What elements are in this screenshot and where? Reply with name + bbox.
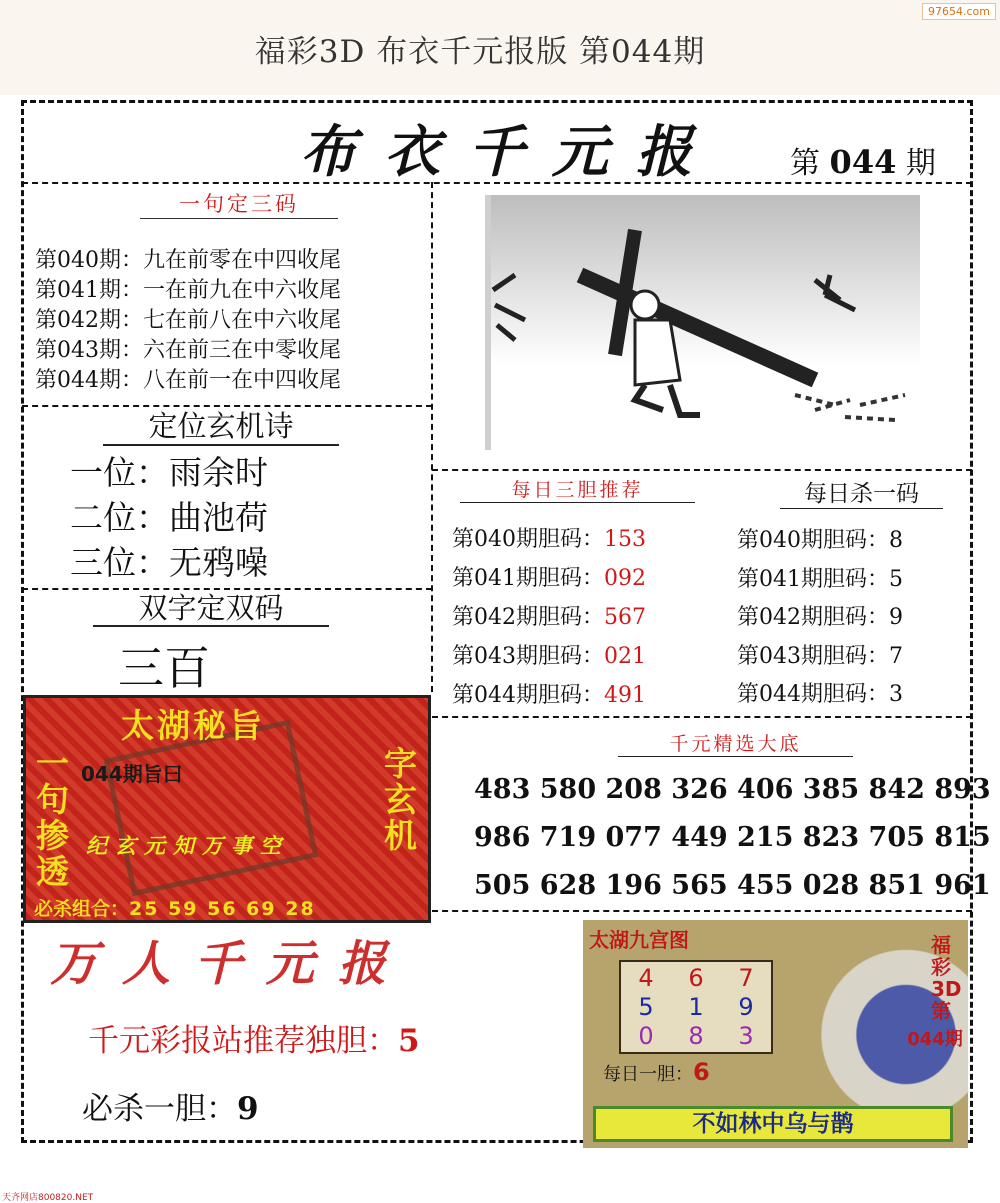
shuangzi-value: 三百 [118,641,210,695]
list-item: 第044期：八在前一在中四收尾 [35,368,341,393]
kill-list [737,522,903,715]
divider [22,182,972,184]
poem-line: 三位：无鸦噪 [70,543,268,582]
banner-title: 布衣千元报 [300,119,720,185]
section-heading-shuangzi: 双字定双码 [93,591,329,627]
section-heading-jingxuan: 千元精选大底 [618,729,853,757]
taihu-phrase: 纪玄元知万事空 [86,833,289,858]
divider [432,469,972,471]
list-item: 第044期胆码：3 [737,682,903,707]
taihu-right-vertical: 字玄机 [384,744,417,855]
poem-line: 一位：雨余时 [70,453,268,492]
list-item: 第040期：九在前零在中四收尾 [35,248,341,273]
cross-bearer-image [485,195,920,450]
dudan-line: 千元彩报站推荐独胆：5 [88,1023,420,1059]
ninegrid-board [619,960,773,1054]
taihu-mizhi-panel [23,695,431,923]
grid-cell: 0 [638,1022,654,1050]
ninegrid-footer-banner: 不如林中乌与鹊 [593,1106,953,1142]
issue-number: 第 044 期 [790,143,936,181]
dan-list [452,520,646,715]
section-heading-kill: 每日杀一码 [780,475,943,509]
site-badge[interactable]: 97654.com [922,3,996,20]
list-item: 第040期胆码：153 [452,527,646,552]
list-item: 第040期胆码：8 [737,528,903,553]
list-item: 第042期：七在前八在中六收尾 [35,308,341,333]
grid-cell: 6 [688,964,704,992]
taihu-title: 太湖秘旨 [121,706,265,745]
number-row: 986 719 077 449 215 823 705 815 [474,822,991,853]
grid-cell: 3 [738,1022,754,1050]
page-title: 福彩3D 布衣千元报版 第044期 [254,34,706,70]
list-item: 第043期胆码：7 [737,643,903,669]
list-item: 第043期：六在前三在中零收尾 [35,338,341,363]
ninegrid-daily: 每日一胆：6 [603,1058,710,1086]
grid-cell: 8 [688,1022,704,1050]
footer-link[interactable]: 天齐网店800820.NET [2,1193,94,1203]
ninegrid-title: 太湖九宫图 [589,928,689,952]
grid-cell: 7 [738,964,754,992]
divider [432,716,972,718]
taihu-issue: 044期旨曰 [81,762,183,786]
grid-cell: 4 [638,964,654,992]
list-item: 第042期胆码：9 [737,605,903,630]
number-row: 483 580 208 326 406 385 842 893 [474,774,991,805]
divider [431,182,433,692]
section-heading-dan: 每日三胆推荐 [460,475,695,503]
poem-line: 二位：曲池荷 [70,498,268,537]
divider [22,588,432,590]
list-item: 第043期胆码：021 [452,644,646,669]
grid-cell: 9 [738,993,754,1021]
ninegrid-panel [583,920,968,1148]
ninegrid-issue: 044期 [907,1029,963,1050]
cross-bearer-illustration [485,195,920,450]
yiju-list [35,246,341,396]
grid-cell: 5 [638,993,654,1021]
list-item: 第041期胆码：5 [737,566,903,592]
list-item: 第042期胆码：567 [452,605,646,630]
number-row: 505 628 196 565 455 028 851 961 [474,870,991,901]
section-heading-poem: 定位玄机诗 [103,408,339,446]
bisha-line: 必杀一胆：9 [82,1091,259,1127]
list-item: 第044期胆码：491 [452,683,646,708]
taihu-kill-combo: 必杀组合：25 59 56 69 28 [34,898,316,920]
calligraphy-banner: 万人千元报 [50,936,411,992]
list-item: 第041期：一在前九在中六收尾 [35,278,341,303]
divider [432,910,972,912]
grid-cell: 1 [688,993,704,1021]
list-item: 第041期胆码：092 [452,566,646,591]
jingxuan-list [474,766,991,910]
poem-list [70,450,268,585]
section-heading-yiju: 一句定三码 [140,188,338,219]
taihu-left-vertical: 一句掺透 [36,744,69,891]
ninegrid-right-text: 福彩3D第 [931,933,962,1023]
divider [22,405,432,407]
